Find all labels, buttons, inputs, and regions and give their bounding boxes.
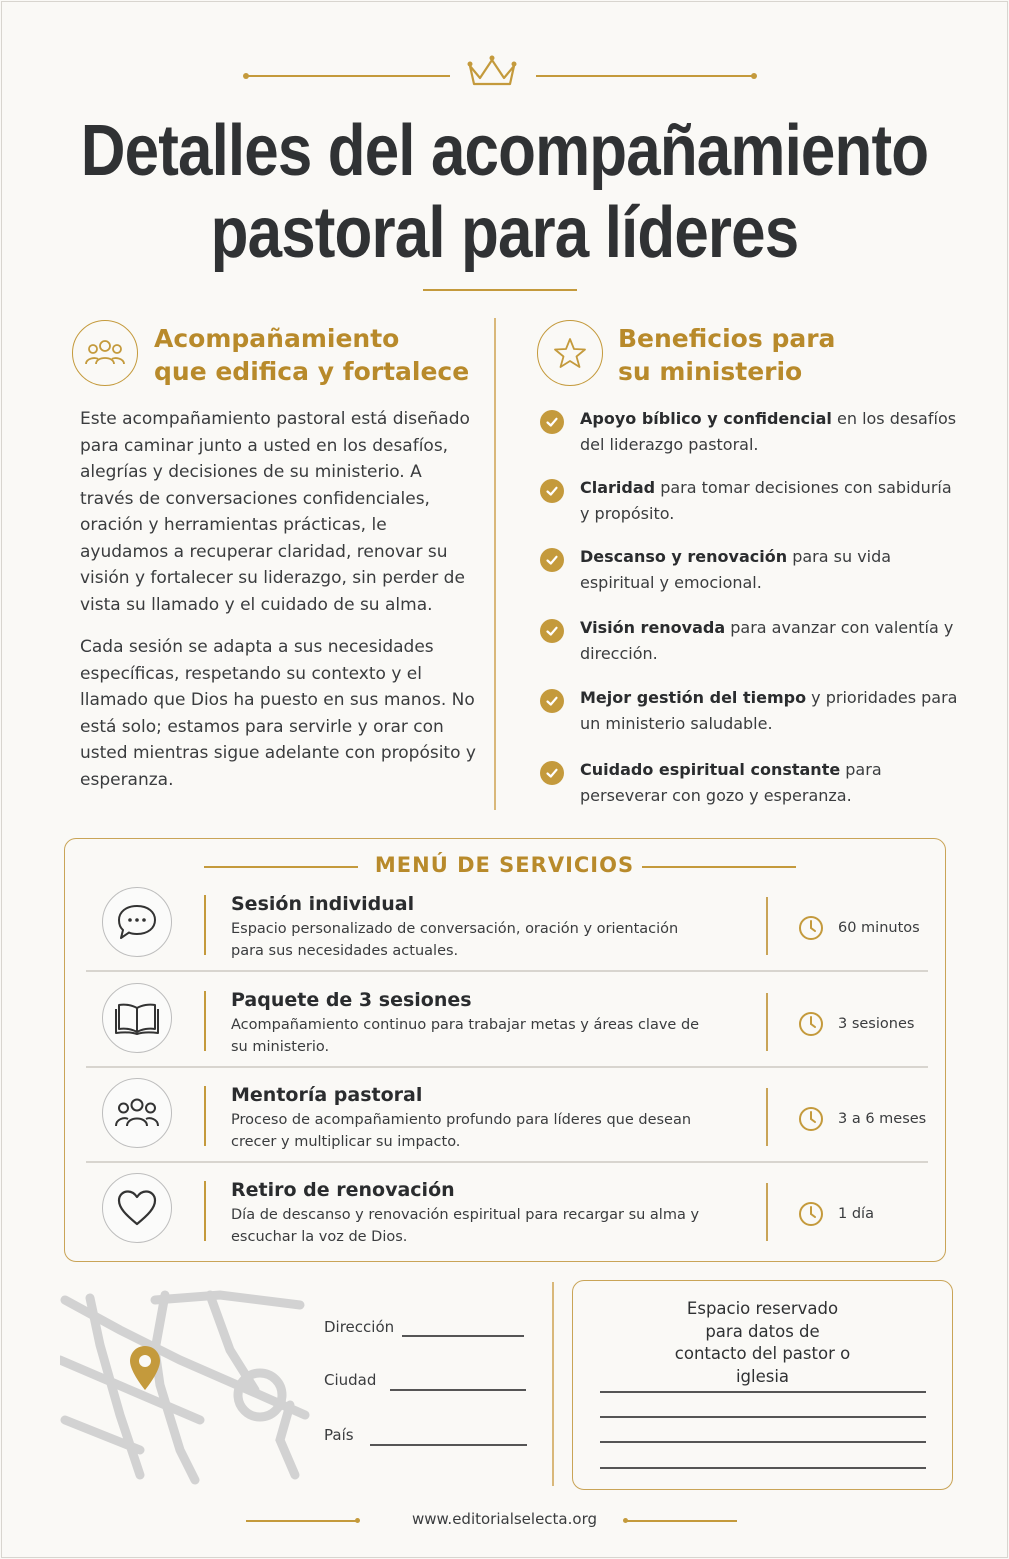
service-description: Espacio personalizado de conversación, oración y orientación para sus necesidades actuales. <box>231 921 679 959</box>
city-label: Ciudad <box>324 1371 377 1389</box>
benefit-bold: Apoyo bíblico y confidencial <box>580 409 832 428</box>
clock-icon <box>798 1201 824 1227</box>
contact-placeholder-text: Espacio reservado para datos de contacto del pastor o iglesia <box>674 1299 851 1386</box>
benefit-bold: Descanso y renovación <box>580 547 788 566</box>
benefit-rest: en los desafíos del liderazgo pastoral. <box>580 409 957 454</box>
right-section-title <box>618 322 835 388</box>
service-duration: 60 minutos <box>838 920 920 936</box>
address-label: Dirección <box>324 1318 395 1336</box>
check-icon <box>540 410 564 434</box>
benefit-bold: Cuidado espiritual constante <box>580 760 841 779</box>
left-title-line2: que edifica y fortalece <box>154 357 470 386</box>
crown-icon <box>466 54 518 90</box>
service-name: Sesión individual <box>231 893 415 915</box>
service-name: Retiro de renovación <box>231 1179 455 1201</box>
page-title-line1: Detalles del acompañamiento <box>80 111 929 191</box>
page-title <box>71 110 939 274</box>
service-description: Día de descanso y renovación espiritual para recargar su alma y escuchar la voz de Dios. <box>231 1207 700 1245</box>
benefit-text <box>580 615 960 667</box>
benefit-bold: Claridad <box>580 478 656 497</box>
service-duration: 3 sesiones <box>838 1016 915 1032</box>
city-field[interactable] <box>390 1389 526 1391</box>
service-divider <box>766 1088 768 1146</box>
service-name: Paquete de 3 sesiones <box>231 989 472 1011</box>
footer-url[interactable]: www.editorialselecta.org <box>412 1510 597 1528</box>
intro-paragraph-1: Este acompañamiento pastoral está diseñado para caminar junto a usted en los desafíos, alegrías y decisiones de su ministerio. A través de conversaciones confidenciales, oración y herramientas prácticas, le ayudamos a recuperar claridad, renovar su visión y fortalecer su liderazgo, sin perder de vista su llamado y el cuidado de su alma. <box>80 409 470 615</box>
street-map <box>60 1290 310 1485</box>
benefit-rest: para avanzar con valentía y dirección. <box>580 618 954 663</box>
left-title-line1: Acompañamiento <box>154 324 400 353</box>
country-label: País <box>324 1426 354 1444</box>
ornament-line-right <box>536 75 754 77</box>
service-accent-line <box>204 991 206 1051</box>
service-description: Acompañamiento continuo para trabajar metas y áreas clave de su ministerio. <box>231 1017 700 1055</box>
benefit-bold: Mejor gestión del tiempo <box>580 688 807 707</box>
services-title: MENÚ DE SERVICIOS <box>374 853 635 877</box>
service-divider <box>766 993 768 1051</box>
country-field[interactable] <box>370 1444 527 1446</box>
benefit-text <box>580 475 960 527</box>
right-title-line1: Beneficios para <box>618 324 836 353</box>
column-divider <box>494 318 496 810</box>
benefit-text <box>580 757 960 809</box>
open-book-icon <box>102 983 172 1053</box>
benefit-rest: y prioridades para un ministerio saludable. <box>580 688 958 733</box>
check-icon <box>540 761 564 785</box>
left-section-title <box>154 322 469 388</box>
right-title-line2: su ministerio <box>618 357 803 386</box>
service-row <box>86 973 928 1069</box>
benefit-rest: para su vida espiritual y emocional. <box>580 547 892 592</box>
clock-icon <box>798 1011 824 1037</box>
heart-icon <box>102 1173 172 1243</box>
footer-line-right <box>627 1520 737 1522</box>
ornament-dot-right <box>751 73 757 79</box>
contact-line[interactable] <box>600 1441 926 1443</box>
check-icon <box>540 548 564 572</box>
ornament-line-left <box>246 75 450 77</box>
service-accent-line <box>204 1181 206 1241</box>
title-rule <box>423 289 577 291</box>
clock-icon <box>798 915 824 941</box>
service-accent-line <box>204 1086 206 1146</box>
service-row <box>86 877 928 973</box>
chat-bubble-icon <box>102 887 172 957</box>
service-separator <box>86 970 928 972</box>
benefit-bold: Visión renovada <box>580 618 726 637</box>
contact-line[interactable] <box>600 1391 926 1393</box>
service-divider <box>766 1183 768 1241</box>
star-icon <box>537 320 603 386</box>
clock-icon <box>798 1106 824 1132</box>
service-description: Proceso de acompañamiento profundo para líderes que desean crecer y multiplicar su impacto. <box>231 1112 692 1150</box>
people-group-icon <box>102 1078 172 1148</box>
page-title-line2: pastoral para líderes <box>210 193 799 273</box>
benefit-rest: para perseverar con gozo y esperanza. <box>580 760 882 805</box>
benefit-text <box>580 544 960 596</box>
contact-line[interactable] <box>600 1467 926 1469</box>
service-duration: 1 día <box>838 1206 874 1222</box>
people-group-icon <box>72 320 138 386</box>
intro-paragraph-2: Cada sesión se adapta a sus necesidades específicas, respetando su contexto y el llamado que Dios ha puesto en sus manos. No está solo; estamos para servirle y orar con usted mientras sigue adelante con propósito y esperanza. <box>80 637 476 790</box>
contact-line[interactable] <box>600 1416 926 1418</box>
check-icon <box>540 689 564 713</box>
check-icon <box>540 619 564 643</box>
check-icon <box>540 479 564 503</box>
map-pin-icon <box>128 1344 162 1392</box>
service-row <box>86 1163 928 1259</box>
service-row <box>86 1068 928 1164</box>
bottom-divider <box>552 1282 554 1486</box>
benefit-text <box>580 406 960 458</box>
service-divider <box>766 897 768 955</box>
service-name: Mentoría pastoral <box>231 1084 423 1106</box>
benefit-rest: para tomar decisiones con sabiduría y propósito. <box>580 478 952 523</box>
benefit-text <box>580 685 960 737</box>
service-duration: 3 a 6 meses <box>838 1111 927 1127</box>
services-rule-right <box>642 866 796 868</box>
service-accent-line <box>204 895 206 955</box>
address-field[interactable] <box>402 1335 524 1337</box>
